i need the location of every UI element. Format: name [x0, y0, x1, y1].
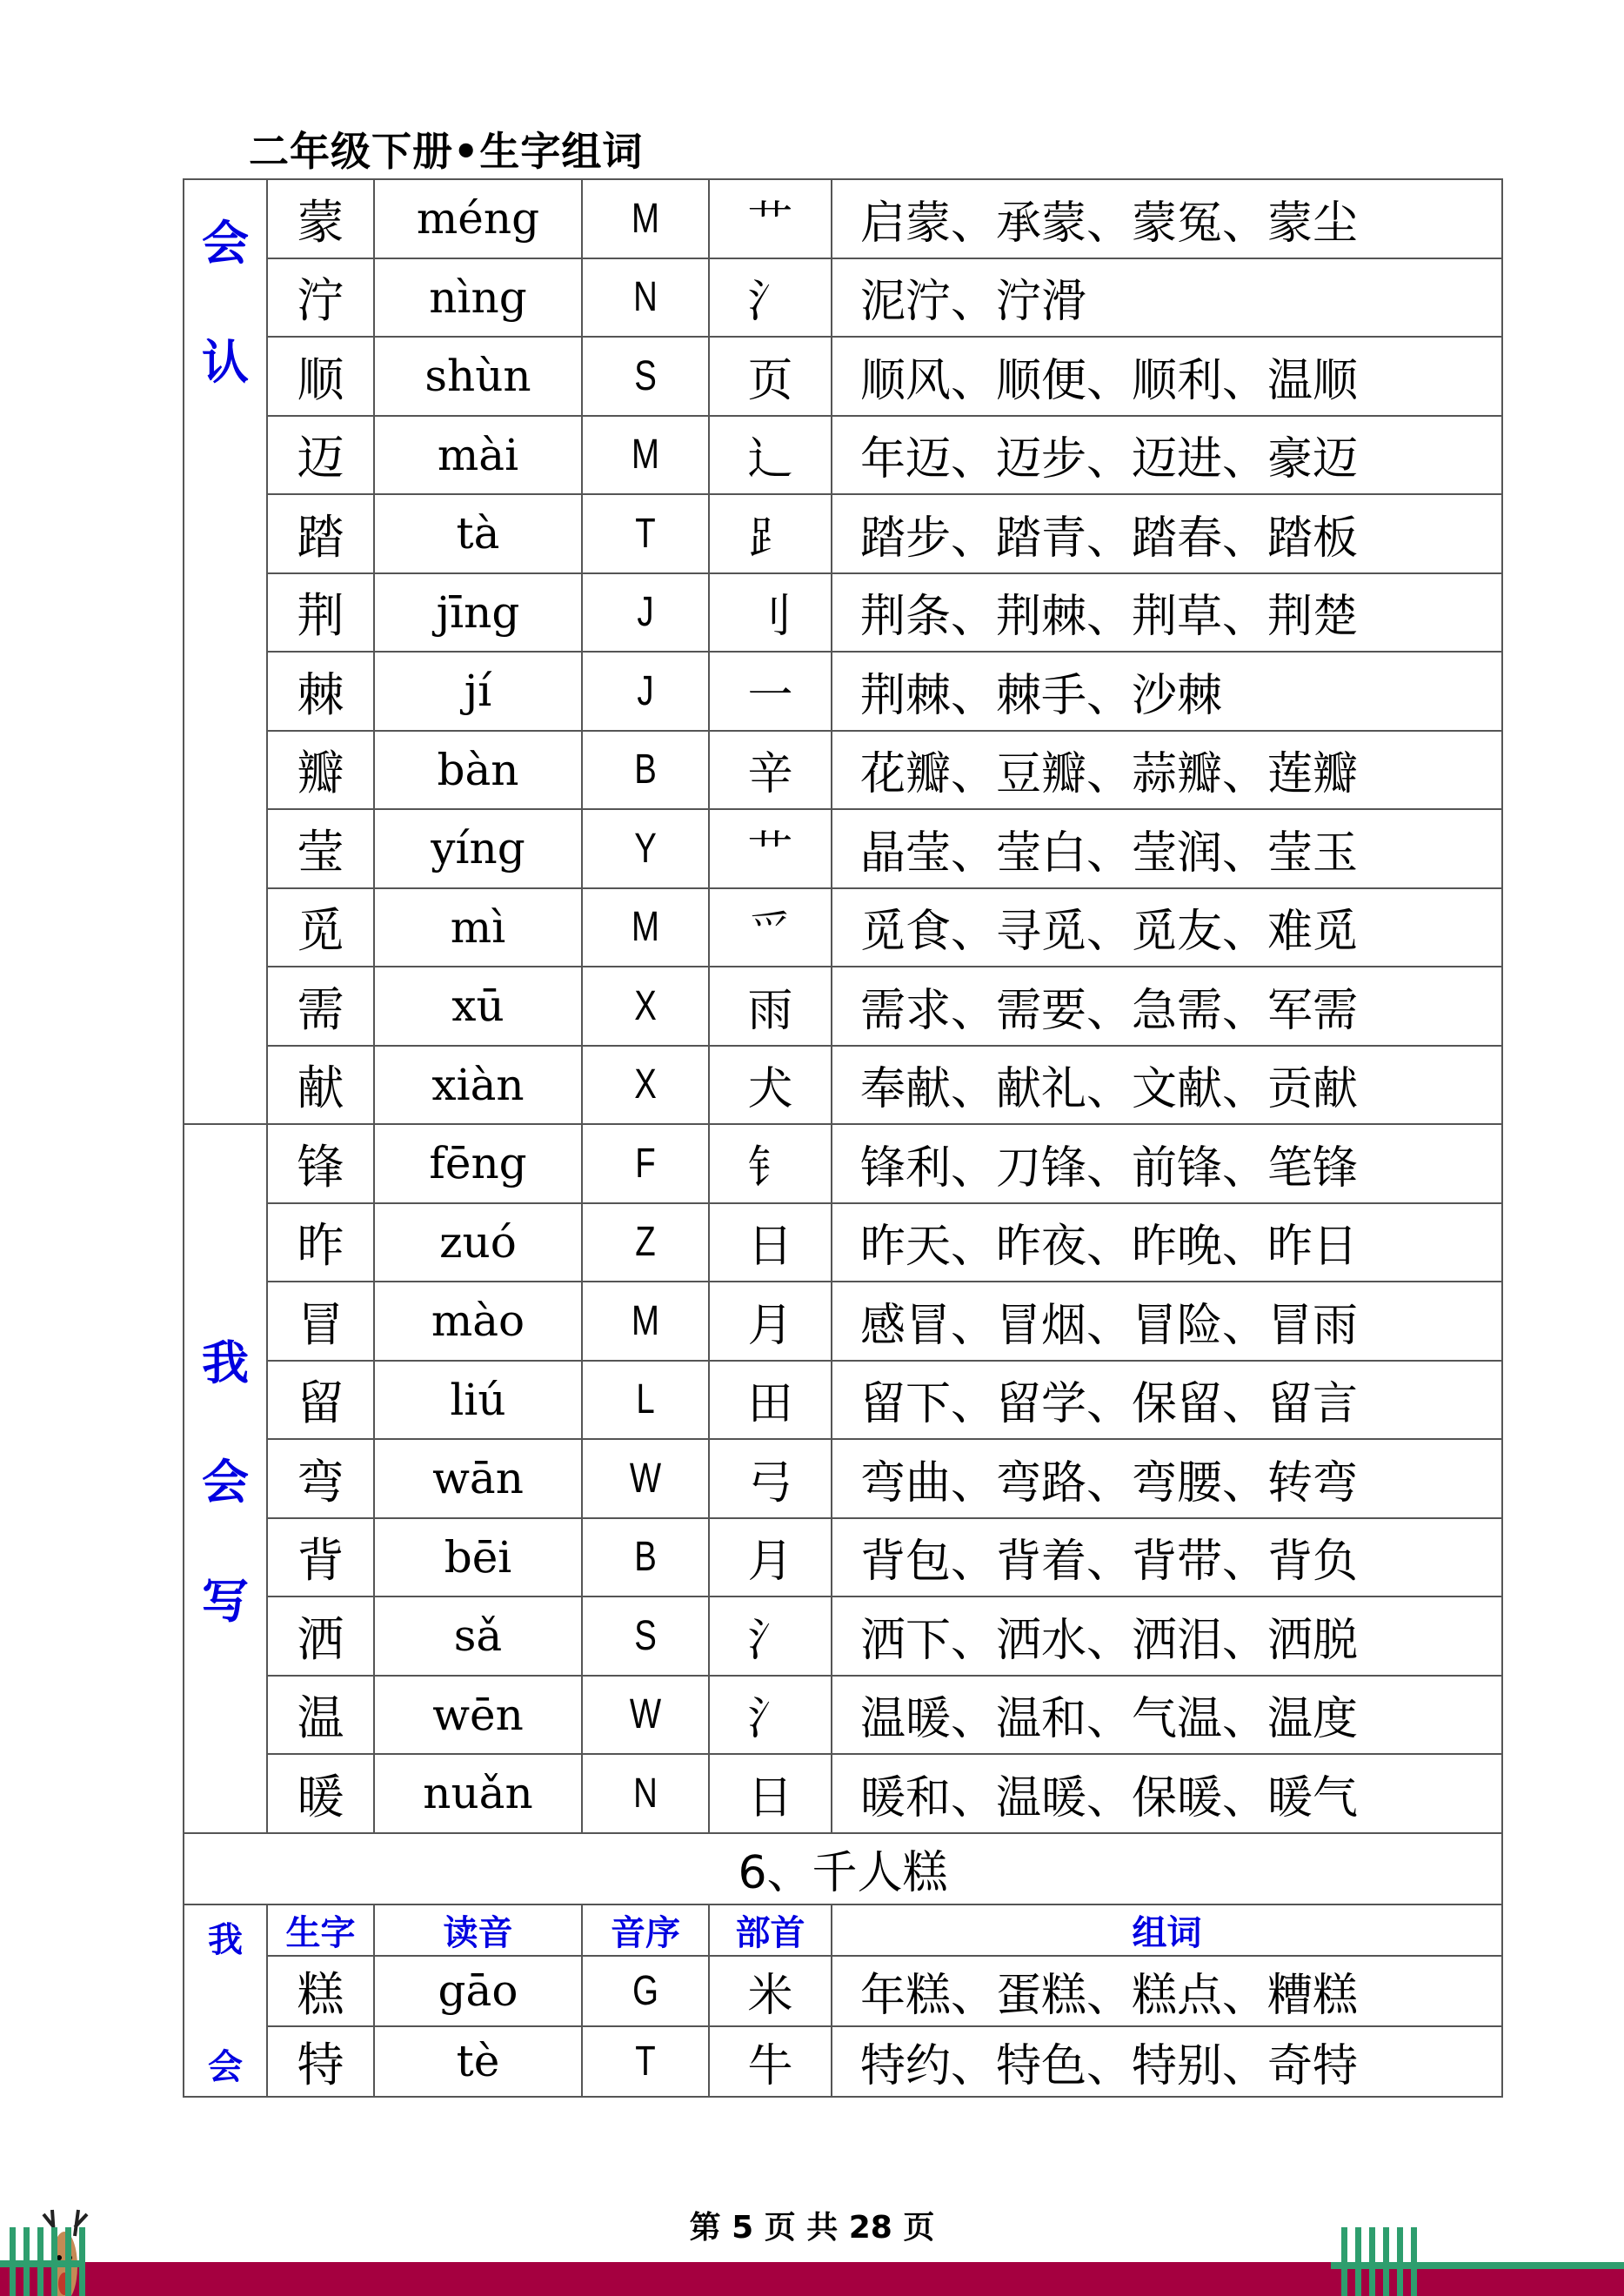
initial-letter: J [637, 667, 654, 714]
pinyin-cell: sǎ [374, 1596, 582, 1676]
radical-cell: 田 [709, 1361, 832, 1440]
initial-letter-cell [582, 573, 709, 653]
word-group-cell: 荆条、荆棘、荆草、荆楚 [832, 573, 1502, 653]
radical-cell: 日 [709, 1203, 832, 1282]
initial-letter-cell [582, 967, 709, 1046]
initial-letter: S [634, 1612, 657, 1659]
pinyin-cell: shùn [374, 337, 582, 416]
radical-cell: 氵 [709, 258, 832, 338]
group-label [184, 1904, 267, 2097]
radical-cell: 牛 [709, 2026, 832, 2097]
table-row [184, 1518, 1502, 1597]
table-row [184, 573, 1502, 653]
initial-letter-cell [582, 1203, 709, 1282]
character-cell: 踏 [267, 494, 374, 573]
table-row [184, 809, 1502, 888]
initial-letter-cell [582, 1046, 709, 1125]
side-label-char: 会 [202, 216, 249, 271]
character-cell: 暖 [267, 1754, 374, 1833]
table-row [184, 337, 1502, 416]
pinyin-cell: mì [374, 888, 582, 967]
radical-cell: 月 [709, 1282, 832, 1361]
character-cell: 温 [267, 1676, 374, 1755]
side-label-char: 会 [208, 2046, 243, 2087]
initial-letter: M [632, 904, 659, 951]
table-row [184, 1596, 1502, 1676]
pinyin-cell: xū [374, 967, 582, 1046]
side-label-char: 会 [202, 1454, 249, 1509]
initial-letter-cell [582, 1361, 709, 1440]
character-cell: 昨 [267, 1203, 374, 1282]
word-group-cell: 花瓣、豆瓣、蒜瓣、莲瓣 [832, 731, 1502, 810]
pinyin-cell: bàn [374, 731, 582, 810]
word-group-cell: 踏步、踏青、踏春、踏板 [832, 494, 1502, 573]
character-cell: 迈 [267, 416, 374, 495]
character-cell: 莹 [267, 809, 374, 888]
character-cell: 棘 [267, 652, 374, 731]
initial-letter: Y [634, 825, 657, 872]
table-row [184, 258, 1502, 338]
radical-cell: ⻊ [709, 494, 832, 573]
radical-cell: 一 [709, 652, 832, 731]
side-label-char: 写 [202, 1573, 249, 1629]
initial-letter-cell [582, 1754, 709, 1833]
table-row [184, 1282, 1502, 1361]
table-row [184, 179, 1502, 258]
table-row [184, 2026, 1502, 2097]
initial-letter-cell [582, 888, 709, 967]
radical-cell: 日 [709, 1754, 832, 1833]
radical-cell: 艹 [709, 809, 832, 888]
pinyin-cell: nìng [374, 258, 582, 338]
initial-letter: L [636, 1376, 655, 1423]
pinyin-cell: jīng [374, 573, 582, 653]
page-number: 第 5 页 共 28 页 [689, 2210, 935, 2246]
pinyin-cell: méng [374, 179, 582, 258]
pinyin-cell: xiàn [374, 1046, 582, 1125]
initial-letter: M [632, 432, 659, 479]
word-group-cell: 感冒、冒烟、冒险、冒雨 [832, 1282, 1502, 1361]
character-cell: 背 [267, 1518, 374, 1597]
initial-letter: X [634, 1061, 657, 1108]
table-row [184, 1046, 1502, 1125]
pinyin-cell: mài [374, 416, 582, 495]
initial-letter-cell [582, 1956, 709, 2026]
initial-letter-cell [582, 1124, 709, 1203]
character-cell: 需 [267, 967, 374, 1046]
character-cell: 弯 [267, 1439, 374, 1518]
word-group-cell: 昨天、昨夜、昨晚、昨日 [832, 1203, 1502, 1282]
initial-letter: J [637, 589, 654, 636]
initial-letter-cell [582, 258, 709, 338]
radical-cell: 弓 [709, 1439, 832, 1518]
initial-letter-cell [582, 2026, 709, 2097]
initial-letter-cell [582, 416, 709, 495]
character-cell: 特 [267, 2026, 374, 2097]
initial-letter-cell [582, 1676, 709, 1755]
column-header: 组词 [832, 1904, 1502, 1956]
table-row [184, 967, 1502, 1046]
column-header: 音序 [582, 1904, 709, 1956]
word-group-cell: 泥泞、泞滑 [832, 258, 1502, 338]
pinyin-cell: mào [374, 1282, 582, 1361]
initial-letter-cell [582, 1596, 709, 1676]
character-cell: 留 [267, 1361, 374, 1440]
word-group-cell: 留下、留学、保留、留言 [832, 1361, 1502, 1440]
section-title-row [184, 1833, 1502, 1904]
initial-letter-cell [582, 731, 709, 810]
word-group-cell: 年糕、蛋糕、糕点、糟糕 [832, 1956, 1502, 2026]
word-group-cell: 洒下、洒水、洒泪、洒脱 [832, 1596, 1502, 1676]
pinyin-cell: nuǎn [374, 1754, 582, 1833]
word-group-cell: 启蒙、承蒙、蒙冤、蒙尘 [832, 179, 1502, 258]
word-group-cell: 顺风、顺便、顺利、温顺 [832, 337, 1502, 416]
initial-letter-cell [582, 179, 709, 258]
radical-cell: 页 [709, 337, 832, 416]
initial-letter: W [629, 1691, 662, 1738]
table-row [184, 1676, 1502, 1755]
word-group-cell: 温暖、温和、气温、温度 [832, 1676, 1502, 1755]
word-group-cell: 背包、背着、背带、背负 [832, 1518, 1502, 1597]
character-cell: 冒 [267, 1282, 374, 1361]
initial-letter: X [634, 982, 657, 1029]
group-label [184, 179, 267, 1124]
pinyin-cell: zuó [374, 1203, 582, 1282]
radical-cell: 刂 [709, 573, 832, 653]
initial-letter-cell [582, 1518, 709, 1597]
fence-decoration [1331, 2201, 1624, 2296]
initial-letter: B [634, 746, 657, 793]
word-group-cell: 弯曲、弯路、弯腰、转弯 [832, 1439, 1502, 1518]
word-group-cell: 锋利、刀锋、前锋、笔锋 [832, 1124, 1502, 1203]
word-group-cell: 年迈、迈步、迈进、豪迈 [832, 416, 1502, 495]
table-row [184, 888, 1502, 967]
radical-cell: 雨 [709, 967, 832, 1046]
initial-letter: S [634, 352, 657, 399]
character-cell: 顺 [267, 337, 374, 416]
initial-letter: M [632, 1297, 659, 1344]
radical-cell: 氵 [709, 1596, 832, 1676]
pinyin-cell: yíng [374, 809, 582, 888]
table-row [184, 1439, 1502, 1518]
table-row [184, 416, 1502, 495]
pinyin-cell: tà [374, 494, 582, 573]
table-row [184, 494, 1502, 573]
fence-reindeer-decoration [0, 2201, 304, 2296]
initial-letter-cell [582, 1439, 709, 1518]
word-group-cell: 特约、特色、特别、奇特 [832, 2026, 1502, 2097]
initial-letter-cell [582, 1282, 709, 1361]
pinyin-cell: tè [374, 2026, 582, 2097]
initial-letter: F [635, 1140, 656, 1187]
column-header: 读音 [374, 1904, 582, 1956]
initial-letter-cell [582, 494, 709, 573]
side-label-char: 我 [208, 1919, 243, 1960]
radical-cell: 钅 [709, 1124, 832, 1203]
initial-letter: M [632, 195, 659, 242]
word-group-cell: 暖和、温暖、保暖、暖气 [832, 1754, 1502, 1833]
character-cell: 蒙 [267, 179, 374, 258]
radical-cell: 艹 [709, 179, 832, 258]
pinyin-cell: wān [374, 1439, 582, 1518]
initial-letter-cell [582, 809, 709, 888]
initial-letter: N [633, 1770, 658, 1817]
radical-cell: 犬 [709, 1046, 832, 1125]
radical-cell: 爫 [709, 888, 832, 967]
radical-cell: 氵 [709, 1676, 832, 1755]
pinyin-cell: bēi [374, 1518, 582, 1597]
table-row [184, 1124, 1502, 1203]
lesson-title: 6、千人糕 [184, 1833, 1502, 1904]
column-header: 生字 [267, 1904, 374, 1956]
initial-letter: W [629, 1455, 662, 1502]
character-cell: 洒 [267, 1596, 374, 1676]
radical-cell: 月 [709, 1518, 832, 1597]
initial-letter: N [633, 274, 658, 321]
initial-letter: Z [635, 1219, 656, 1266]
document-title: 二年级下册•生字组词 [249, 128, 644, 175]
group-label [184, 1124, 267, 1833]
initial-letter: T [635, 510, 656, 557]
radical-cell: 辶 [709, 416, 832, 495]
table-row [184, 731, 1502, 810]
character-cell: 觅 [267, 888, 374, 967]
initial-letter: G [632, 1967, 658, 2014]
pinyin-cell: liú [374, 1361, 582, 1440]
initial-letter-cell [582, 652, 709, 731]
initial-letter: B [634, 1534, 657, 1581]
character-cell: 献 [267, 1046, 374, 1125]
table-row [184, 1361, 1502, 1440]
word-group-cell: 需求、需要、急需、军需 [832, 967, 1502, 1046]
table-row [184, 1956, 1502, 2026]
pinyin-cell: gāo [374, 1956, 582, 2026]
radical-cell: 米 [709, 1956, 832, 2026]
column-header-row [184, 1904, 1502, 1956]
word-group-cell: 荆棘、棘手、沙棘 [832, 652, 1502, 731]
column-header: 部首 [709, 1904, 832, 1956]
table-row [184, 1754, 1502, 1833]
word-group-cell: 觅食、寻觅、觅友、难觅 [832, 888, 1502, 967]
vocabulary-table [183, 178, 1503, 2098]
radical-cell: 辛 [709, 731, 832, 810]
character-cell: 糕 [267, 1956, 374, 2026]
character-cell: 荆 [267, 573, 374, 653]
word-group-cell: 晶莹、莹白、莹润、莹玉 [832, 809, 1502, 888]
pinyin-cell: wēn [374, 1676, 582, 1755]
pinyin-cell: jí [374, 652, 582, 731]
pinyin-cell: fēng [374, 1124, 582, 1203]
word-group-cell: 奉献、献礼、文献、贡献 [832, 1046, 1502, 1125]
initial-letter: T [635, 2038, 656, 2085]
character-cell: 瓣 [267, 731, 374, 810]
table-row [184, 652, 1502, 731]
side-label-char: 认 [202, 335, 249, 390]
character-cell: 泞 [267, 258, 374, 338]
side-label-char: 我 [202, 1335, 249, 1390]
table-row [184, 1203, 1502, 1282]
character-cell: 锋 [267, 1124, 374, 1203]
initial-letter-cell [582, 337, 709, 416]
